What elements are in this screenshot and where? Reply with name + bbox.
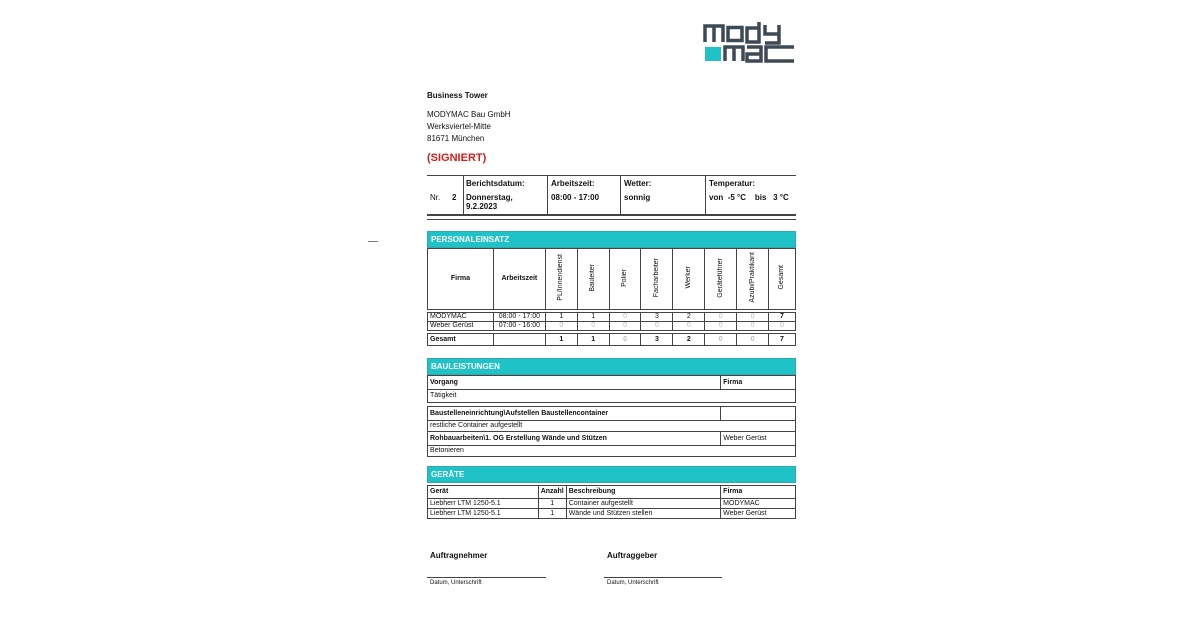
col-role <box>768 249 795 310</box>
role-label: Werker <box>684 266 692 289</box>
col-role <box>705 249 737 310</box>
row-total: 0 <box>768 322 795 331</box>
signature-left-caption: Datum, Unterschrift <box>430 580 482 586</box>
total-value: 1 <box>577 334 609 346</box>
col-role <box>737 249 769 310</box>
bauleistungen-header-table <box>427 375 796 403</box>
row-value: 2 <box>673 313 705 322</box>
signature-left-title: Auftragnehmer <box>430 551 488 560</box>
vorgang-cell: Baustelleneinrichtung\Aufstellen Baustellencontainer <box>428 407 721 421</box>
total-row <box>428 334 796 346</box>
col-anzahl: Anzahl <box>538 486 566 499</box>
signature-left-line <box>427 577 546 578</box>
geraete-table <box>427 485 796 519</box>
personal-table <box>427 248 796 346</box>
table-row <box>428 499 796 509</box>
row-value: 0 <box>641 322 673 331</box>
report-nr-label: Nr. <box>430 193 441 202</box>
status-badge: (SIGNIERT) <box>427 152 487 164</box>
row-value: 1 <box>577 313 609 322</box>
total-label: Gesamt <box>428 334 494 346</box>
geraet-cell: Liebherr LTM 1250-5.1 <box>428 509 539 519</box>
total-value: 0 <box>705 334 737 346</box>
row-firma: MODYMAC <box>428 313 494 322</box>
beschreibung-cell: Container aufgestellt <box>566 499 720 509</box>
row-firma: Weber Gerüst <box>428 322 494 331</box>
role-label: Bauleiter <box>589 263 597 292</box>
row-value: 0 <box>705 322 737 331</box>
col-role <box>577 249 609 310</box>
taetigkeit-cell: restliche Container aufgestellt <box>428 421 796 432</box>
role-label: Gesamt <box>777 265 785 290</box>
modymac-logo <box>703 22 796 64</box>
role-label: Geräteführer <box>716 257 724 298</box>
section-bauleistungen: BAULEISTUNGEN <box>427 358 796 375</box>
section-personaleinsatz: PERSONALEINSATZ <box>427 231 796 248</box>
col-vorgang: Vorgang <box>428 376 721 390</box>
row-value: 0 <box>737 313 769 322</box>
table-row <box>428 421 796 432</box>
table-row <box>428 432 796 446</box>
col-firma: Firma <box>428 249 494 310</box>
col-taetigkeit: Tätigkeit <box>428 390 796 403</box>
total-zeit <box>493 334 545 346</box>
bauleistungen-table <box>427 406 796 457</box>
row-value: 0 <box>673 322 705 331</box>
role-label: Polier <box>621 268 629 287</box>
personal-header-row <box>428 249 796 310</box>
temperature-value: von -5 °C bis 3 °C <box>709 193 789 202</box>
col-firma: Firma <box>721 486 796 499</box>
row-zeit: 07:00 - 16:00 <box>493 322 545 331</box>
row-total: 7 <box>768 313 795 322</box>
signature-right-line <box>604 577 722 578</box>
total-value: 2 <box>673 334 705 346</box>
col-role <box>545 249 577 310</box>
firma-cell <box>721 407 796 421</box>
beschreibung-cell: Wände und Stützen stellen <box>566 509 720 519</box>
total-value: 0 <box>737 334 769 346</box>
weather-value: sonnig <box>624 193 651 202</box>
signature-right-title: Auftraggeber <box>607 551 658 560</box>
row-value: 0 <box>705 313 737 322</box>
worktime-value: 08:00 - 17:00 <box>551 193 600 202</box>
col-firma: Firma <box>721 376 796 390</box>
row-zeit: 08:00 - 17:00 <box>493 313 545 322</box>
report-date-label: Berichtsdatum: <box>466 179 525 188</box>
company-city: 81671 München <box>427 134 485 143</box>
project-title: Business Tower <box>427 91 488 100</box>
firma-cell: Weber Gerüst <box>721 509 796 519</box>
total-value: 1 <box>545 334 577 346</box>
col-beschreibung: Beschreibung <box>566 486 720 499</box>
margin-mark <box>368 241 378 242</box>
total-value: 0 <box>609 334 641 346</box>
row-value: 1 <box>545 313 577 322</box>
col-role <box>609 249 641 310</box>
signature-right-caption: Datum, Unterschrift <box>607 580 659 586</box>
role-label: Facharbeiter <box>652 257 660 298</box>
role-label: Azubi/Praktikant <box>748 252 756 303</box>
row-value: 0 <box>545 322 577 331</box>
total-value: 7 <box>768 334 795 346</box>
row-value: 3 <box>641 313 673 322</box>
weather-label: Wetter: <box>624 179 652 188</box>
table-row <box>428 509 796 519</box>
anzahl-cell: 1 <box>538 499 566 509</box>
vorgang-cell: Rohbauarbeiten\1. OG Erstellung Wände und Stützen <box>428 432 721 446</box>
table-row <box>428 407 796 421</box>
firma-cell: MODYMAC <box>721 499 796 509</box>
table-row <box>428 446 796 457</box>
geraet-cell: Liebherr LTM 1250-5.1 <box>428 499 539 509</box>
report-date-value: 9.2.2023 <box>466 202 498 211</box>
company-name: MODYMAC Bau GmbH <box>427 110 511 119</box>
report-nr-value: 2 <box>452 193 457 202</box>
worktime-label: Arbeitszeit: <box>551 179 595 188</box>
company-street: Werksviertel-Mitte <box>427 122 491 131</box>
header-double-rule <box>427 215 796 220</box>
role-label: PL/Innendienst <box>557 254 565 301</box>
section-geraete: GERÄTE <box>427 466 796 483</box>
taetigkeit-cell: Betonieren <box>428 446 796 457</box>
anzahl-cell: 1 <box>538 509 566 519</box>
row-value: 0 <box>609 313 641 322</box>
row-value: 0 <box>577 322 609 331</box>
col-role <box>673 249 705 310</box>
row-value: 0 <box>609 322 641 331</box>
table-row <box>428 322 796 331</box>
table-row <box>428 313 796 322</box>
temperature-label: Temperatur: <box>709 179 756 188</box>
report-date-weekday: Donnerstag, <box>466 193 513 202</box>
col-geraet: Gerät <box>428 486 539 499</box>
col-arbeitszeit: Arbeitszeit <box>493 249 545 310</box>
firma-cell: Weber Gerüst <box>721 432 796 446</box>
row-value: 0 <box>737 322 769 331</box>
total-value: 3 <box>641 334 673 346</box>
col-role <box>641 249 673 310</box>
